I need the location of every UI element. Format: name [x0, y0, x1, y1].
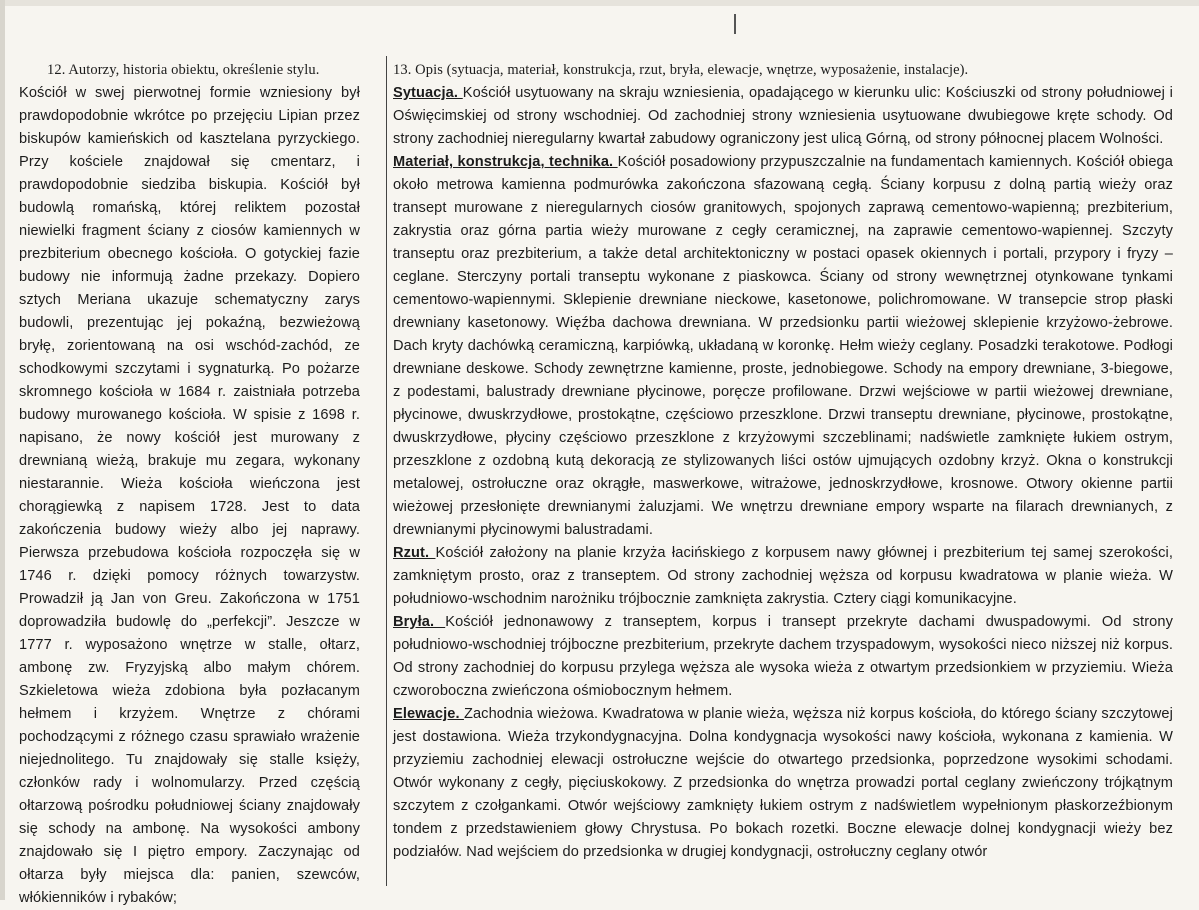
subsection-title-material: Materiał, konstrukcja, technika.	[393, 154, 618, 170]
paragraph-material	[393, 151, 1173, 542]
subsection-title-bryla: Bryła.	[393, 614, 446, 630]
subsection-text-material: Kościół posadowiony przypuszczalnie na fundamentach kamiennych. Kościół obiega około metrowa kamienna podmurówka zakończona sfazowaną cegłą. Ściany korpusu z dolną partią wieży oraz transept murowane z nieregularnych ciosów granitowych, spojonych zaprawą cementowo-wapienną; prezbiterium, zakrystia oraz górna partia wieży murowane z cegły ceramicznej, na zaprawie cementowo-wapiennej. Szczyty transeptu oraz prezbiterium, a także detal architektoniczny w postaci opasek okiennych i portali, przypory i fryzy – ceglane. Sterczyny portali transeptu wykonane z piaskowca. Ściany od strony wewnętrznej otynkowane tynkami cementowo-wapiennymi. Sklepienie drewniane nieckowe, kasetonowe, polichromowane. W transepcie strop płaski drewniany kasetonowy. Więźba dachowa drewniana. W przedsionku partii wieżowej sklepienie krzyżowo-żebrowe. Dach kryty dachówką ceramiczną, karpiówką, układaną w koronkę. Hełm wieży ceglany. Posadzki terakotowe. Podłogi drewniane deskowe. Schody zewnętrzne kamienne, proste, jednobiegowe. Schody na empory drewniane, 3-biegowe, z podestami, balustrady drewniane płycinowe, poręcze profilowane. Drzwi wejściowe w partii wieżowej drewniane, płycinowe, dwuskrzydłowe, prostokątne, częściowo przeszklone. Drzwi transeptu drewniane, płycinowe, prostokątne, dwuskrzydłowe, płyciny częściowo przeszklone z krzyżowymi szczeblinami; nadświetle zamknięte łukiem ostrym, przeszklone z ozdobną kutą dekoracją ze stylizowanych liści ostów ujmujących ozdobny krzyż. Okna o konstrukcji metalowej, ostrołuczne oraz okrągłe, maswerkowe, witrażowe, jednoskrzydłowe, krosnowe. Otwory okienne partii wieżowej przesłonięte drewnianymi żaluzjami. We wnętrzu drewniane empory wsparte na filarach drewnianych, z drewnianymi płycinowymi balustradami.	[393, 154, 1173, 538]
pen-mark	[734, 14, 736, 34]
subsection-title-rzut: Rzut.	[393, 545, 436, 561]
section-13-heading: 13. Opis (sytuacja, materiał, konstrukcja, rzut, bryła, elewacje, wnętrze, wyposażenie, instalacje).	[393, 62, 969, 78]
subsection-text-sytuacja: Kościół usytuowany na skraju wzniesienia, opadającego w kierunku ulic: Kościuszki od strony południowej i Oświęcimskiej od strony wschodniej. Od zachodniej strony wzniesienia usytuowane dwubiegowe kręte schody. Od strony zachodniej nieregularny kwartał zabudowy ograniczony jest ulicą Górną, od strony północnej placem Wolności.	[393, 85, 1174, 147]
paragraph-elewacje	[393, 703, 1173, 864]
scan-edge-left	[0, 0, 5, 900]
subsection-text-bryla: Kościół jednonawowy z transeptem, korpus i transept przekryte dachami dwuspadowymi. Od strony południowo-wschodniej trójboczne prezbiterium, przekryte dachem trzyspadowym, wysokości nieco niższej niż korpus. Od strony zachodniej do korpusu przylega węższa ale wysoka wieża z otwartym przedsionkiem w przyziemiu. Wieża czworoboczna zwieńczona ośmiobocznym hełmem.	[393, 614, 1173, 699]
subsection-title-elewacje: Elewacje.	[393, 706, 464, 722]
section-12-heading: 12. Autorzy, historia obiektu, określenie stylu.	[47, 62, 320, 78]
paragraph-rzut	[393, 542, 1173, 611]
subsection-title-sytuacja: Sytuacja.	[393, 85, 463, 101]
left-column	[19, 60, 360, 910]
right-column	[393, 60, 1173, 864]
column-divider	[386, 56, 387, 886]
history-text: Kościół w swej pierwotnej formie wzniesiony był prawdopodobnie wkrótce po przejęciu Lipian przez biskupów kamieńskich od kasztelana pyrzyckiego. Przy kościele znajdował się cmentarz, i prawdopodobnie siedziba biskupia. Kościół był budowlą romańską, której reliktem pozostał niewielki fragment ściany z ciosów kamiennych w prezbiterium obecnego kościoła. O gotyckiej fazie budowy nie informują żadne przekazy. Dopiero sztych Meriana ukazuje schematyczny zarys budowli, prezentując jej pokaźną, bezwieżową bryłę, zorientowaną na osi wschód-zachód, ze schodkowymi szczytami i sygnaturką. Po pożarze skromnego kościoła w 1684 r. zaistniała potrzeba budowy murowanego kościoła. W spisie z 1698 r. napisano, że nowy kościół jest murowany z drewnianą wieżą, brakuje mu zegara, wykonany niestarannie. Wieża kościoła wieńczona jest chorągiewką z napisem 1728. Jest to data zakończenia budowy wieży albo jej naprawy. Pierwsza przebudowa kościoła rozpoczęła się w 1746 r. dzięki pomocy różnych towarzystw. Prowadził ją Jan von Greu. Zakończona w 1751 doprowadziła budowlę do „perfekcji”. Jeszcze w 1777 r. wyposażono wnętrze w stalle, ołtarz, ambonę zw. Fryzyjską albo małym chórem. Szkieletowa wieża zdobiona była pozłacanym hełmem i krzyżem. Wnętrze z chórami pochodzącymi z różnego czasu sprawiało wrażenie niejednolitego. Tu znajdowały się stalle księży, członków rady i wolnomularzy. Przed częścią ołtarzową pośrodku południowej ściany znajdowały się schody na ambonę. Na wysokości ambony znajdowało się I piętro empory. Zaczynając od ołtarza były miejsca dla: panien, szewców, włókienników i rybaków;	[19, 85, 360, 906]
subsection-text-rzut: Kościół założony na planie krzyża łacińskiego z korpusem nawy głównej i prezbiterium tej samej szerokości, zamkniętym prosto, oraz z transeptem. Od strony zachodniej węższa od korpusu kwadratowa w planie wieża. W południowo-wschodnim narożniku trójbocznie zamknięta zakrystia. Cztery ciągi komunikacyjne.	[393, 545, 1173, 607]
subsection-text-elewacje: Zachodnia wieżowa. Kwadratowa w planie wieża, węższa niż korpus kościoła, do którego ściany szczytowej jest dostawiona. Wieża trzykondygnacyjna. Dolna kondygnacja wysokości nawy kościoła, wykonana z kamienia. W przyziemiu zachodniej elewacji ostrołuczne wejście do otwartego przedsionka, poprzedzone wysokimi schodami. Otwór wykonany z cegły, pięciuskokowy. Z przedsionka do wnętrza prowadzi portal ceglany zwieńczony trójkątnym szczytem z czołgankami. Otwór wejściowy zamknięty łukiem ostrym z nadświetlem wypełnionym płaskorzeźbionym tondem z przedstawieniem głowy Chrystusa. Po bokach rozetki. Boczne elewacje dolnej kondygnacji wieży bez podziałów. Nad wejściem do przedsionka w drugiej kondygnacji, ostrołuczny ceglany otwór	[393, 706, 1173, 860]
paragraph-bryla	[393, 611, 1173, 703]
scan-edge-top	[0, 0, 1199, 6]
paragraph-sytuacja	[393, 82, 1173, 151]
